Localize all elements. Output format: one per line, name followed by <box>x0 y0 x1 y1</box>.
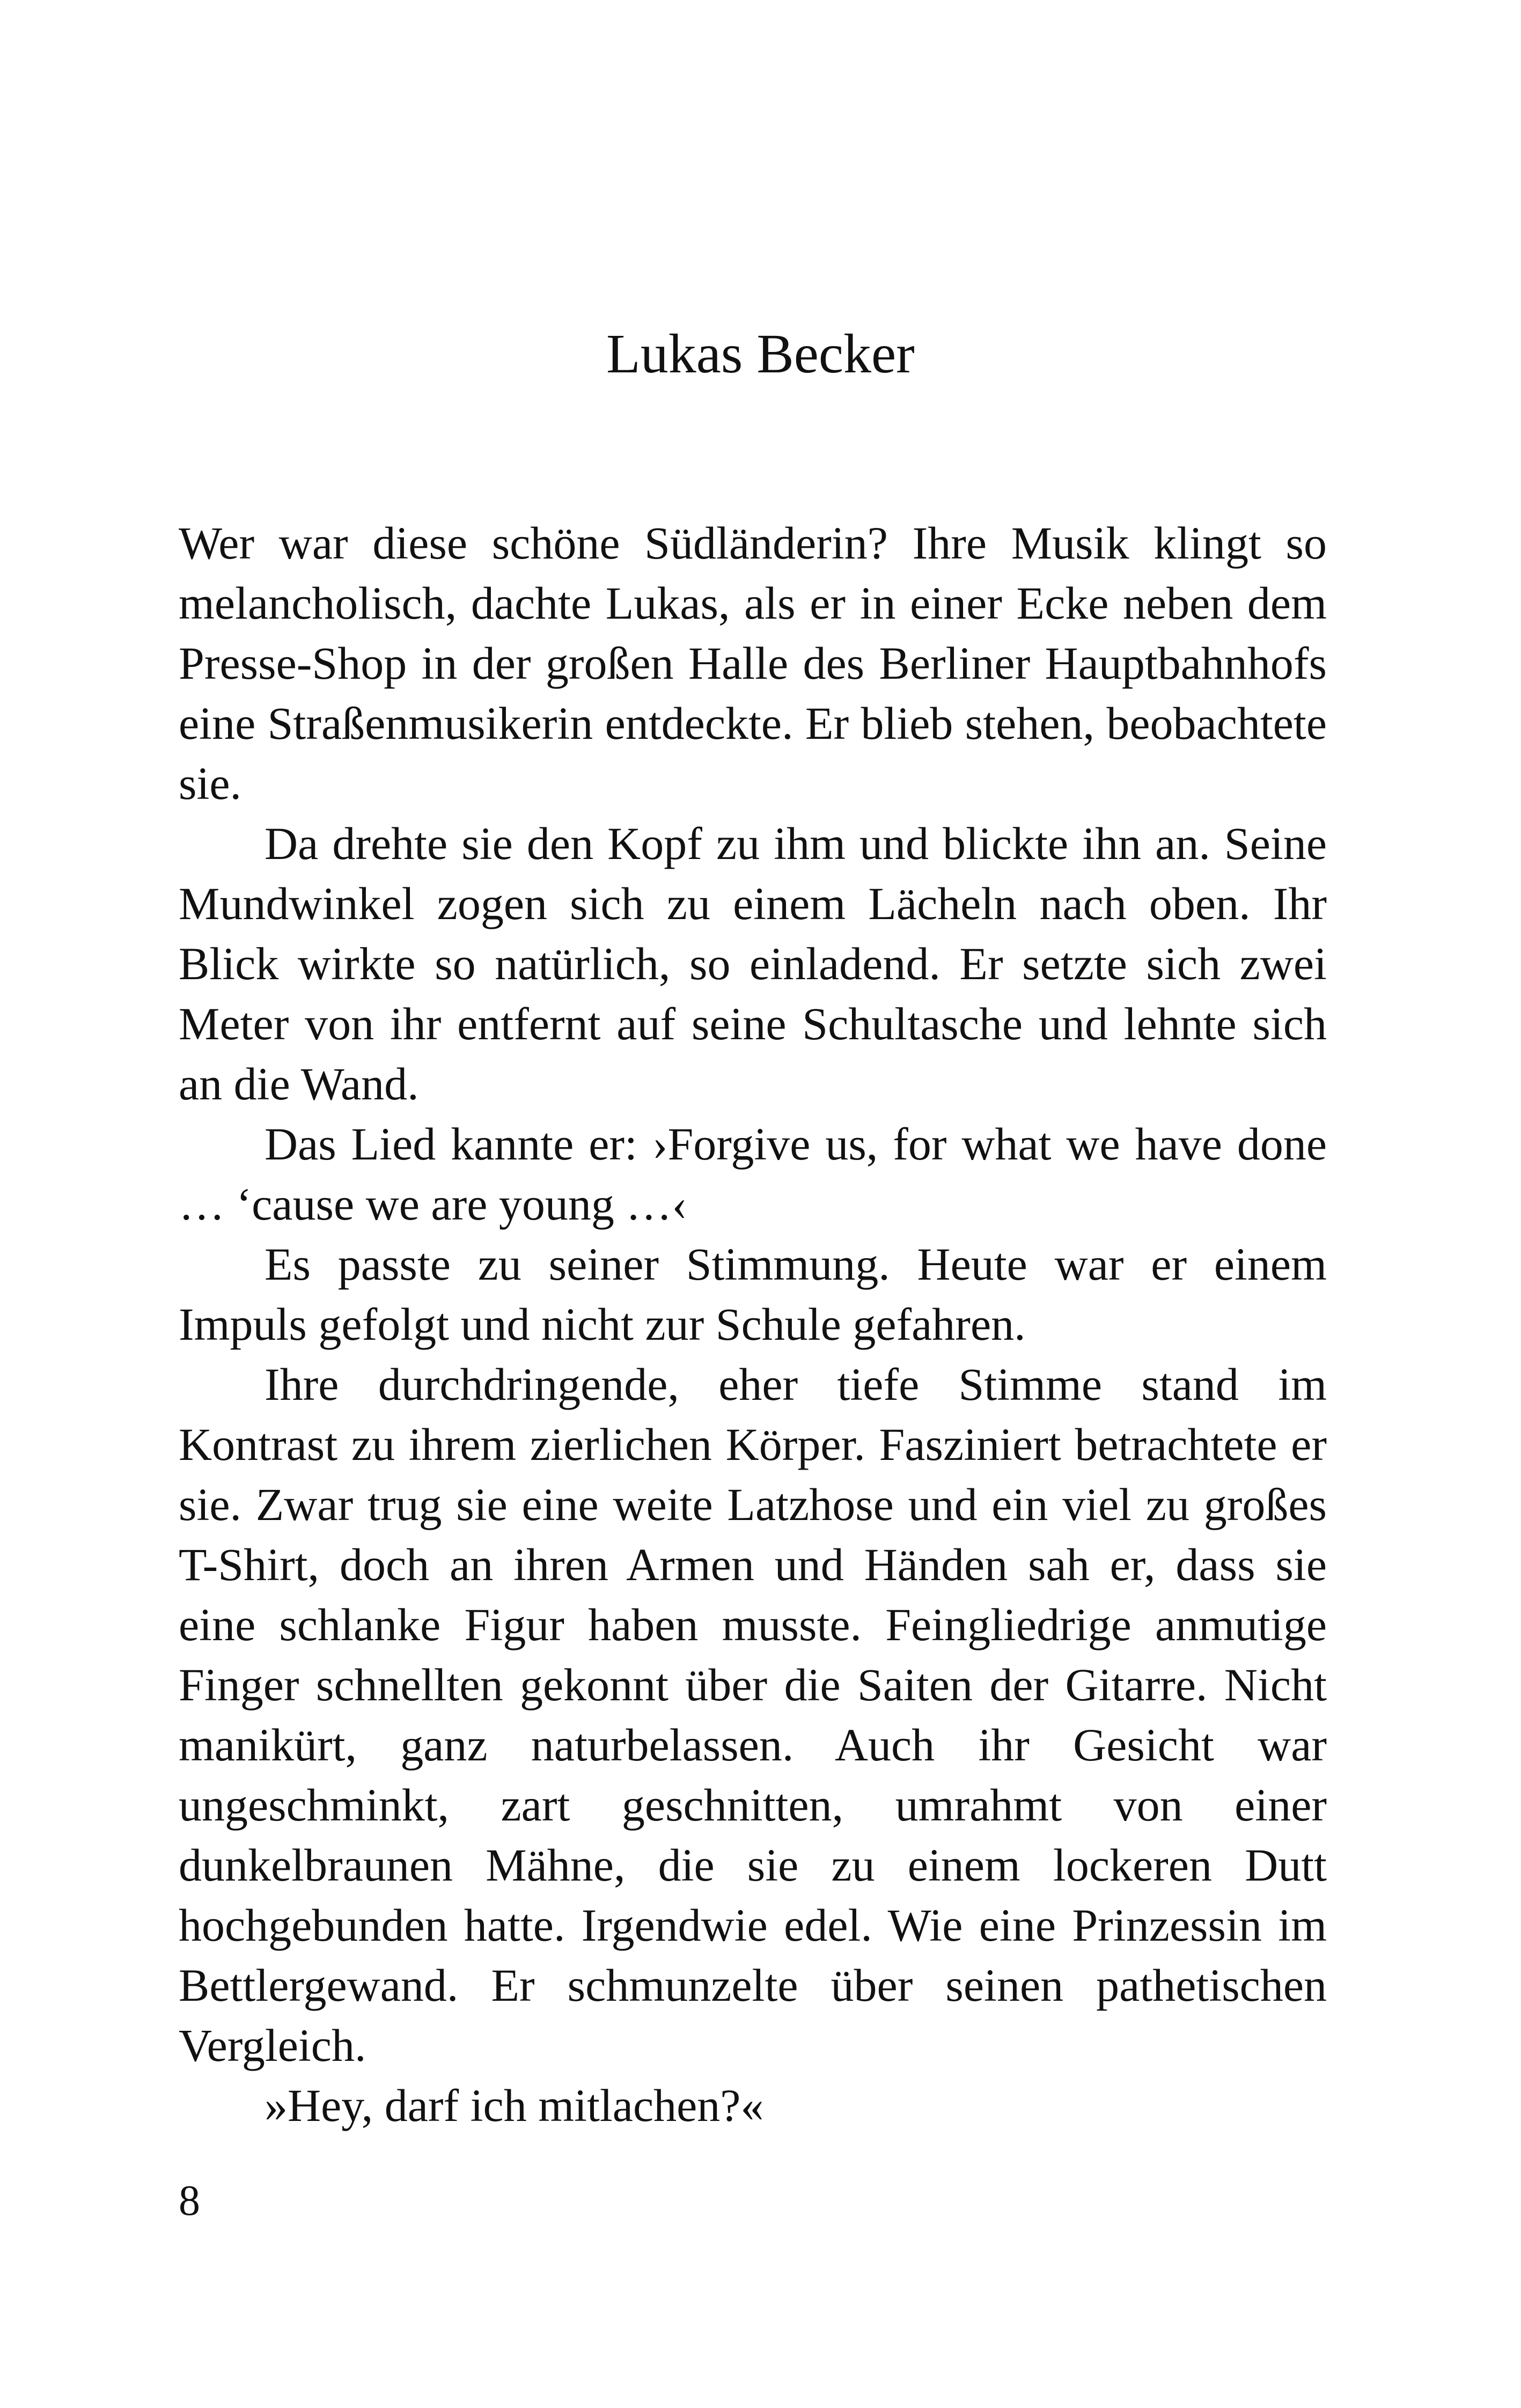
page-number: 8 <box>179 2177 200 2225</box>
body-text <box>179 513 1327 2135</box>
paragraph: Wer war diese schöne Südländerin? Ihre Musik klingt so melancholisch, dachte Lukas, als er in einer Ecke neben dem Presse-Shop in der großen Halle des Berliner Hauptbahnhofs eine Straßenmusikerin entdeckte. Er blieb stehen, beobachtete sie. <box>179 517 1327 809</box>
chapter-title: Lukas Becker <box>606 323 915 385</box>
paragraph: Das Lied kannte er: ›Forgive us, for what we have done … ‘cause we are young …‹ <box>179 1118 1327 1230</box>
paragraph: »Hey, darf ich mitlachen?« <box>264 2080 764 2131</box>
paragraph: Es passte zu seiner Stimmung. Heute war er einem Impuls gefolgt und nicht zur Schule gefahren. <box>179 1238 1327 1350</box>
paragraph: Da drehte sie den Kopf zu ihm und blickte ihn an. Seine Mundwinkel zogen sich zu einem Lächeln nach oben. Ihr Blick wirkte so natürlich, so einladend. Er setzte sich zwei Meter von ihr entfernt auf seine Schultasche und lehnte sich an die Wand. <box>179 818 1327 1110</box>
paragraph: Ihre durchdringende, eher tiefe Stimme stand im Kontrast zu ihrem zierlichen Körper. Fasziniert betrachtete er sie. Zwar trug sie eine weite Latzhose und ein viel zu großes T-Shirt, doch an ihren Armen und Händen sah er, dass sie eine schlanke Figur haben musste. Feingliedrige anmutige Finger schnellten gekonnt über die Saiten der Gitarre. Nicht manikürt, ganz naturbelassen. Auch ihr Gesicht war ungeschminkt, zart geschnitten, umrahmt von einer dunkelbraunen Mähne, die sie zu einem lockeren Dutt hochgebunden hatte. Irgendwie edel. Wie eine Prinzessin im Bettlergewand. Er schmunzelte über seinen pathetischen Vergleich. <box>179 1359 1327 2071</box>
